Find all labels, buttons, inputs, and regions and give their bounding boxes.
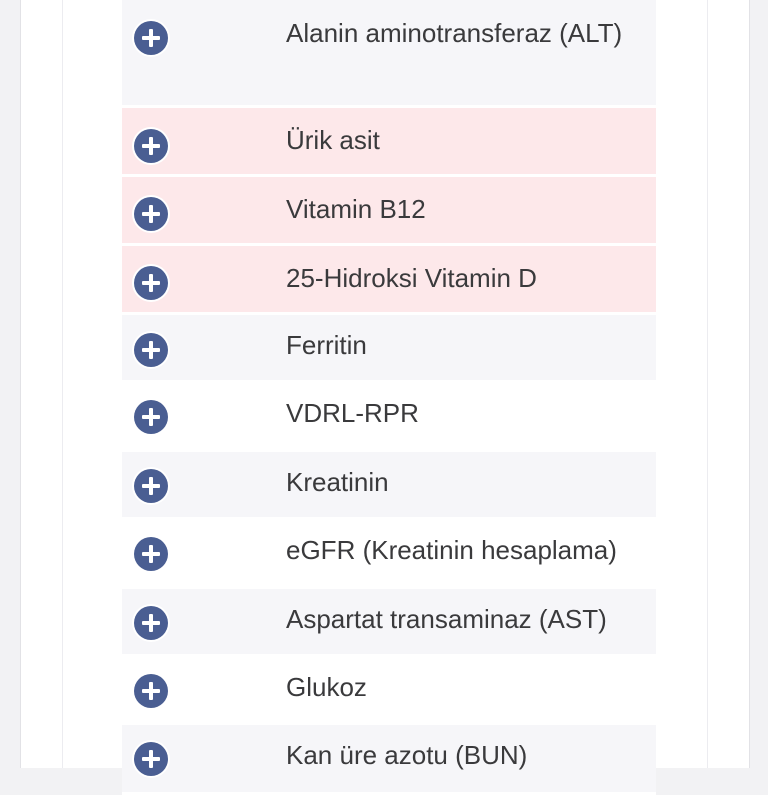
test-name: 25-Hidroksi Vitamin D <box>286 263 537 293</box>
plus-circle-icon[interactable] <box>132 740 170 778</box>
test-name: Glukoz <box>286 672 367 702</box>
test-name: Vitamin B12 <box>286 194 426 224</box>
test-name: eGFR (Kreatinin hesaplama) <box>286 535 617 565</box>
plus-circle-icon[interactable] <box>132 672 170 710</box>
test-row-egfr[interactable] <box>122 520 656 589</box>
plus-circle-icon[interactable] <box>132 127 170 165</box>
plus-circle-icon[interactable] <box>132 604 170 642</box>
test-row-alt[interactable] <box>122 0 656 108</box>
plus-circle-icon[interactable] <box>132 195 170 233</box>
test-row-vitamin-b12[interactable] <box>122 177 656 246</box>
test-results-list <box>122 0 656 795</box>
test-name: Kan üre azotu (BUN) <box>286 740 528 770</box>
plus-circle-icon[interactable] <box>132 264 170 302</box>
test-row-vitamin-d[interactable] <box>122 246 656 315</box>
test-row-ast[interactable] <box>122 589 656 657</box>
plus-circle-icon[interactable] <box>132 535 170 573</box>
plus-circle-icon[interactable] <box>132 467 170 505</box>
test-row-ferritin[interactable] <box>122 315 656 383</box>
test-row-urik-asit[interactable] <box>122 108 656 177</box>
test-name: Kreatinin <box>286 467 389 497</box>
test-name: Ürik asit <box>286 125 380 155</box>
test-row-glukoz[interactable] <box>122 657 656 725</box>
plus-circle-icon[interactable] <box>132 331 170 369</box>
test-name: Aspartat transaminaz (AST) <box>286 604 607 634</box>
plus-circle-icon[interactable] <box>132 19 170 57</box>
test-name: Alanin aminotransferaz (ALT) <box>286 18 623 48</box>
test-row-kreatinin[interactable] <box>122 452 656 520</box>
plus-circle-icon[interactable] <box>132 398 170 436</box>
test-name: Ferritin <box>286 330 367 360</box>
test-name: VDRL-RPR <box>286 398 419 428</box>
test-row-bun[interactable] <box>122 725 656 795</box>
test-row-vdrl-rpr[interactable] <box>122 383 656 452</box>
